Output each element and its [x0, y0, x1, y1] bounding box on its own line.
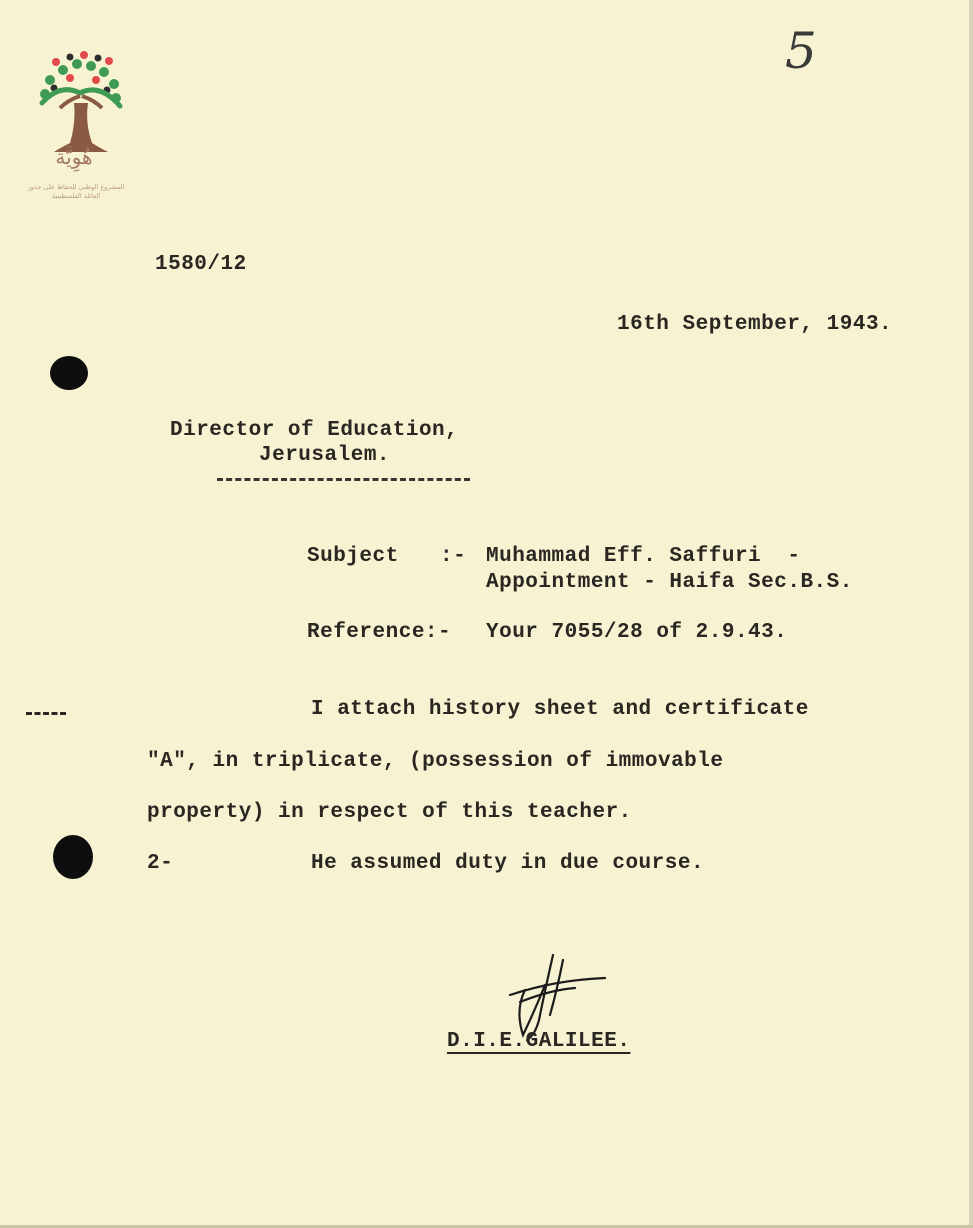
- subject-separator: :-: [440, 545, 467, 568]
- address-underline-dashes: [217, 478, 470, 481]
- body-line-2: "A", in triplicate, (possession of immovable: [147, 750, 724, 773]
- reference-text: Your 7055/28 of 2.9.43.: [486, 621, 788, 644]
- signature-block: D.I.E.GALILEE.: [447, 1030, 631, 1053]
- logo-caption: المشروع الوطني للحفاظ على جذور العائلة الفلسطينية: [27, 183, 125, 200]
- recipient-location: Jerusalem.: [259, 444, 391, 467]
- paragraph-2-text: He assumed duty in due course.: [311, 852, 705, 875]
- file-reference: 1580/12: [155, 253, 247, 276]
- letter-date: 16th September, 1943.: [617, 313, 893, 336]
- margin-dash-mark: [26, 712, 66, 715]
- body-line-1: I attach history sheet and certificate: [311, 698, 809, 721]
- handwritten-page-number: 5: [785, 22, 817, 80]
- body-line-3: property) in respect of this teacher.: [147, 801, 632, 824]
- logo-script: هُوِيَّة: [55, 145, 93, 169]
- subject-label: Subject: [307, 545, 399, 568]
- reference-label: Reference:-: [307, 621, 452, 644]
- subject-line-2: Appointment - Haifa Sec.B.S.: [486, 571, 853, 594]
- paragraph-2-number: 2-: [147, 852, 174, 875]
- recipient-title: Director of Education,: [170, 419, 459, 442]
- punch-hole-bottom: [53, 835, 93, 879]
- page-edge-right: [969, 0, 973, 1228]
- punch-hole-top: [50, 356, 88, 390]
- subject-line-1: Muhammad Eff. Saffuri -: [486, 545, 801, 568]
